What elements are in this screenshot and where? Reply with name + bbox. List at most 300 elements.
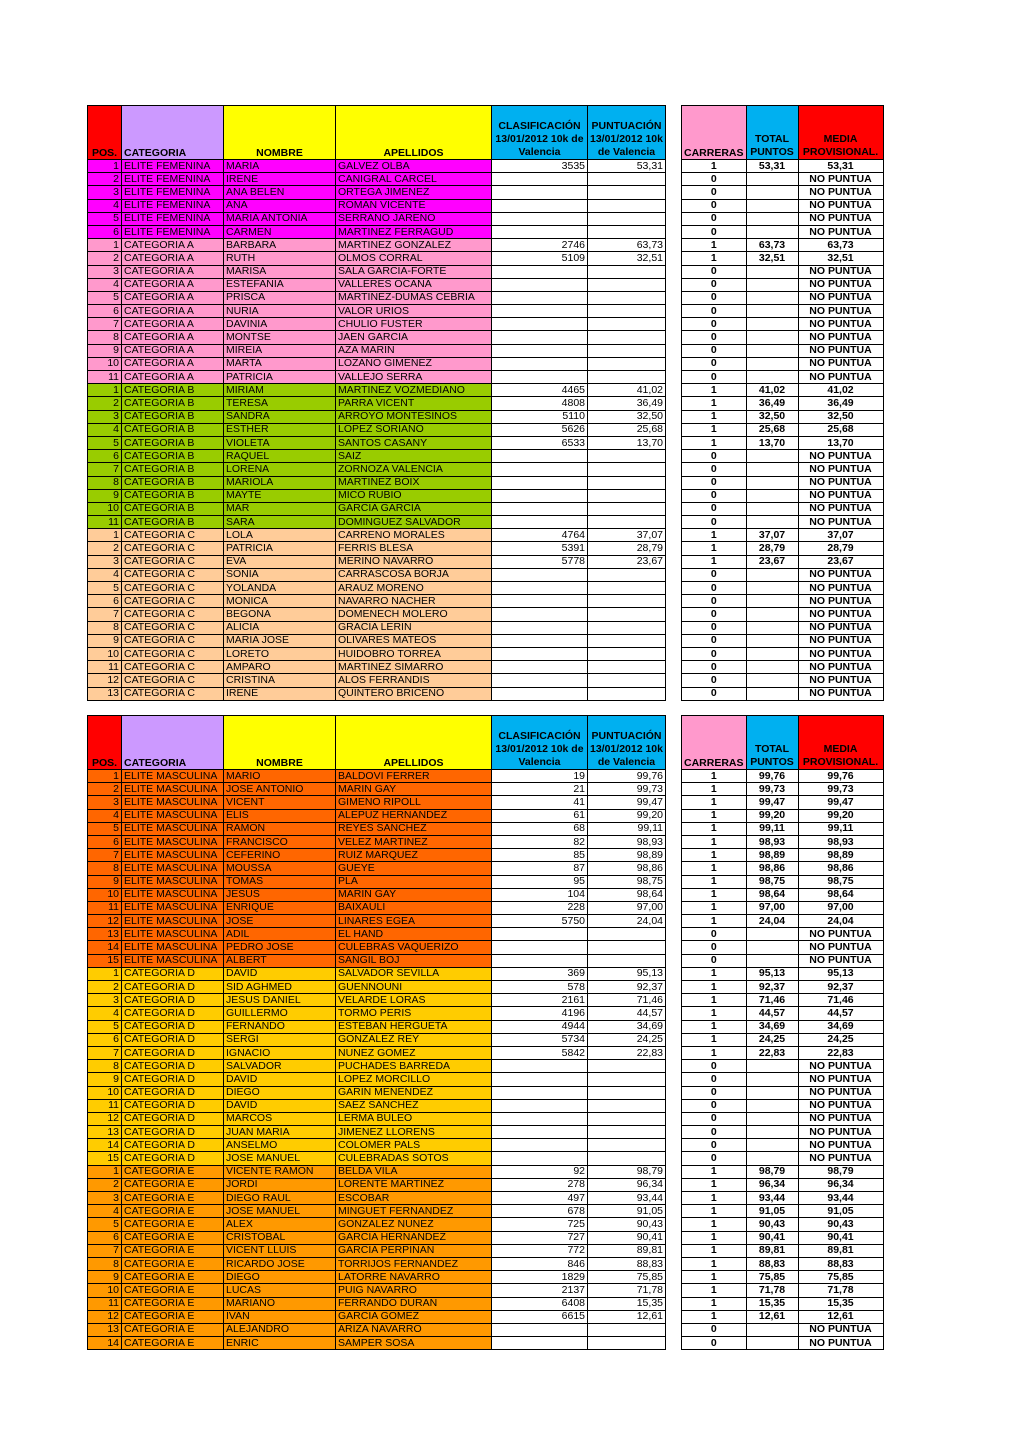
clasificacion-cell	[492, 621, 588, 634]
puntuacion-cell: 13,70	[588, 436, 666, 449]
apellidos-cell: OLIVARES MATEOS	[336, 634, 492, 647]
clasificacion-cell: 4764	[492, 529, 588, 542]
clasificacion-cell: 228	[492, 901, 588, 914]
categoria-cell: CATEGORIA A	[122, 318, 224, 331]
puntuacion-cell	[588, 357, 666, 370]
categoria-cell: CATEGORIA B	[122, 423, 224, 436]
spacer-cell	[666, 661, 682, 674]
nombre-cell: YOLANDA	[224, 582, 336, 595]
pos-cell: 2	[88, 397, 122, 410]
total-cell: 98,93	[746, 835, 798, 848]
pos-cell: 5	[88, 1218, 122, 1231]
categoria-cell: CATEGORIA A	[122, 291, 224, 304]
table-row	[88, 875, 884, 888]
pos-cell: 10	[88, 1086, 122, 1099]
categoria-cell: ELITE MASCULINA	[122, 835, 224, 848]
pos-cell: 6	[88, 1231, 122, 1244]
clasificacion-cell	[492, 199, 588, 212]
media-cell: NO PUNTUA	[798, 608, 883, 621]
carreras-cell: 1	[682, 915, 747, 928]
puntuacion-cell	[588, 225, 666, 238]
categoria-cell: ELITE MASCULINA	[122, 822, 224, 835]
clasificacion-cell: 4944	[492, 1020, 588, 1033]
table-row	[88, 291, 884, 304]
total-cell: 99,73	[746, 783, 798, 796]
categoria-cell: ELITE MASCULINA	[122, 915, 224, 928]
categoria-cell: CATEGORIA D	[122, 1073, 224, 1086]
nombre-cell: MAYTE	[224, 489, 336, 502]
nombre-cell: DAVID	[224, 967, 336, 980]
clasificacion-cell: 2746	[492, 239, 588, 252]
nombre-cell: JOSE	[224, 915, 336, 928]
spacer-cell	[666, 384, 682, 397]
nombre-cell: PRISCA	[224, 291, 336, 304]
table-row	[88, 849, 884, 862]
puntuacion-cell	[588, 516, 666, 529]
spacer-cell	[666, 822, 682, 835]
puntuacion-cell: 12,61	[588, 1310, 666, 1323]
total-cell: 23,67	[746, 555, 798, 568]
table-row	[88, 862, 884, 875]
total-cell: 95,13	[746, 967, 798, 980]
spacer-cell	[666, 1310, 682, 1323]
apellidos-cell: NAVARRO NACHER	[336, 595, 492, 608]
header-spacer	[666, 106, 682, 160]
pos-cell: 10	[88, 647, 122, 660]
media-cell: NO PUNTUA	[798, 928, 883, 941]
puntuacion-cell	[588, 634, 666, 647]
categoria-cell: CATEGORIA D	[122, 1060, 224, 1073]
total-cell	[746, 595, 798, 608]
nombre-cell: EVA	[224, 555, 336, 568]
carreras-cell: 0	[682, 595, 747, 608]
categoria-cell: ELITE MASCULINA	[122, 783, 224, 796]
clasificacion-cell: 2161	[492, 994, 588, 1007]
carreras-cell: 1	[682, 1007, 747, 1020]
pos-cell: 9	[88, 344, 122, 357]
media-cell: 44,57	[798, 1007, 883, 1020]
apellidos-cell: MICO RUBIO	[336, 489, 492, 502]
categoria-cell: ELITE MASCULINA	[122, 809, 224, 822]
header-apellidos: APELLIDOS	[336, 106, 492, 160]
pos-cell: 7	[88, 608, 122, 621]
nombre-cell: VICENTE RAMON	[224, 1165, 336, 1178]
puntuacion-cell: 75,85	[588, 1271, 666, 1284]
nombre-cell: ANSELMO	[224, 1139, 336, 1152]
spacer-cell	[666, 941, 682, 954]
total-cell	[746, 318, 798, 331]
nombre-cell: LUCAS	[224, 1284, 336, 1297]
apellidos-cell: GIMENO RIPOLL	[336, 796, 492, 809]
spacer-cell	[666, 542, 682, 555]
apellidos-cell: CULEBRAS VAQUERIZO	[336, 941, 492, 954]
apellidos-cell: VELEZ MARTINEZ	[336, 835, 492, 848]
total-cell	[746, 463, 798, 476]
carreras-cell: 1	[682, 1165, 747, 1178]
categoria-cell: CATEGORIA D	[122, 994, 224, 1007]
puntuacion-cell	[588, 687, 666, 700]
apellidos-cell: SALVADOR SEVILLA	[336, 967, 492, 980]
nombre-cell: FERNANDO	[224, 1020, 336, 1033]
apellidos-cell: AZA MARIN	[336, 344, 492, 357]
clasificacion-cell: 82	[492, 835, 588, 848]
spacer-cell	[666, 344, 682, 357]
apellidos-cell: BAIXAULI	[336, 901, 492, 914]
pos-cell: 10	[88, 1284, 122, 1297]
spacer-cell	[666, 928, 682, 941]
spacer-cell	[666, 1244, 682, 1257]
total-cell: 32,50	[746, 410, 798, 423]
carreras-cell: 0	[682, 344, 747, 357]
table-row	[88, 822, 884, 835]
nombre-cell: IRENE	[224, 173, 336, 186]
table-row	[88, 331, 884, 344]
total-cell: 98,75	[746, 875, 798, 888]
spacer-cell	[666, 634, 682, 647]
puntuacion-cell	[588, 278, 666, 291]
media-cell: NO PUNTUA	[798, 291, 883, 304]
apellidos-cell: CARRENO MORALES	[336, 529, 492, 542]
carreras-cell: 0	[682, 225, 747, 238]
table-row	[88, 252, 884, 265]
puntuacion-cell	[588, 212, 666, 225]
puntuacion-cell	[588, 1112, 666, 1125]
apellidos-cell: MARTINEZ VOZMEDIANO	[336, 384, 492, 397]
total-cell	[746, 357, 798, 370]
spacer-cell	[666, 1086, 682, 1099]
apellidos-cell: MARTINEZ-DUMAS CEBRIA	[336, 291, 492, 304]
clasificacion-cell	[492, 582, 588, 595]
media-cell: 22,83	[798, 1046, 883, 1059]
pos-cell: 10	[88, 502, 122, 515]
media-cell: NO PUNTUA	[798, 1099, 883, 1112]
spacer-cell	[666, 770, 682, 783]
apellidos-cell: VALLEJO SERRA	[336, 371, 492, 384]
apellidos-cell: ESCOBAR	[336, 1192, 492, 1205]
nombre-cell: DAVID	[224, 1073, 336, 1086]
media-cell: NO PUNTUA	[798, 1152, 883, 1165]
puntuacion-cell: 53,31	[588, 160, 666, 173]
puntuacion-cell	[588, 450, 666, 463]
clasificacion-cell	[492, 371, 588, 384]
apellidos-cell: GARCIA PERPINAN	[336, 1244, 492, 1257]
spacer-cell	[666, 1284, 682, 1297]
nombre-cell: MIREIA	[224, 344, 336, 357]
spacer-cell	[666, 1060, 682, 1073]
pos-cell: 8	[88, 621, 122, 634]
clasificacion-cell	[492, 1073, 588, 1086]
apellidos-cell: ALOS FERRANDIS	[336, 674, 492, 687]
nombre-cell: DIEGO	[224, 1086, 336, 1099]
pos-cell: 11	[88, 371, 122, 384]
clasificacion-cell	[492, 357, 588, 370]
apellidos-cell: MARTINEZ SIMARRO	[336, 661, 492, 674]
carreras-cell: 0	[682, 305, 747, 318]
total-cell	[746, 331, 798, 344]
puntuacion-cell	[588, 1086, 666, 1099]
pos-cell: 13	[88, 1323, 122, 1336]
table-row	[88, 647, 884, 660]
carreras-cell: 1	[682, 796, 747, 809]
apellidos-cell: LOPEZ SORIANO	[336, 423, 492, 436]
categoria-cell: CATEGORIA A	[122, 371, 224, 384]
spacer-cell	[666, 1178, 682, 1191]
puntuacion-cell: 99,11	[588, 822, 666, 835]
puntuacion-cell: 92,37	[588, 981, 666, 994]
clasificacion-cell	[492, 331, 588, 344]
clasificacion-cell	[492, 489, 588, 502]
apellidos-cell: ARROYO MONTESINOS	[336, 410, 492, 423]
nombre-cell: MONTSE	[224, 331, 336, 344]
categoria-cell: CATEGORIA C	[122, 595, 224, 608]
nombre-cell: ALEJANDRO	[224, 1323, 336, 1336]
pos-cell: 3	[88, 994, 122, 1007]
apellidos-cell: DOMINGUEZ SALVADOR	[336, 516, 492, 529]
clasificacion-cell	[492, 634, 588, 647]
clasificacion-cell: 3535	[492, 160, 588, 173]
nombre-cell: MARIA ANTONIA	[224, 212, 336, 225]
total-cell: 13,70	[746, 436, 798, 449]
spacer-cell	[666, 212, 682, 225]
clasificacion-cell	[492, 278, 588, 291]
apellidos-cell: CHULIO FUSTER	[336, 318, 492, 331]
carreras-cell: 0	[682, 1139, 747, 1152]
pos-cell: 12	[88, 674, 122, 687]
total-cell: 34,69	[746, 1020, 798, 1033]
categoria-cell: ELITE FEMENINA	[122, 173, 224, 186]
pos-cell: 6	[88, 595, 122, 608]
table-row	[88, 1323, 884, 1336]
categoria-cell: ELITE FEMENINA	[122, 186, 224, 199]
spacer-cell	[666, 1020, 682, 1033]
categoria-cell: CATEGORIA A	[122, 239, 224, 252]
apellidos-cell: GONZALEZ REY	[336, 1033, 492, 1046]
apellidos-cell: GALVEZ OLBA	[336, 160, 492, 173]
clasificacion-cell: 369	[492, 967, 588, 980]
spacer-cell	[666, 265, 682, 278]
table-row	[88, 555, 884, 568]
clasificacion-cell: 21	[492, 783, 588, 796]
categoria-cell: CATEGORIA E	[122, 1271, 224, 1284]
pos-cell: 8	[88, 331, 122, 344]
categoria-cell: ELITE MASCULINA	[122, 796, 224, 809]
nombre-cell: JOSE MANUEL	[224, 1152, 336, 1165]
clasificacion-cell	[492, 1099, 588, 1112]
categoria-cell: CATEGORIA C	[122, 608, 224, 621]
clasificacion-cell	[492, 265, 588, 278]
total-cell	[746, 634, 798, 647]
header-puntuacion: PUNTUACIÓN 13/01/2012 10k de Valencia	[588, 106, 666, 160]
puntuacion-cell	[588, 1337, 666, 1350]
total-cell: 98,64	[746, 888, 798, 901]
carreras-cell: 0	[682, 568, 747, 581]
nombre-cell: ENRIC	[224, 1337, 336, 1350]
puntuacion-cell: 32,50	[588, 410, 666, 423]
header-clasificacion: CLASIFICACIÓN 13/01/2012 10k de Valencia	[492, 106, 588, 160]
apellidos-cell: PUCHADES BARREDA	[336, 1060, 492, 1073]
media-cell: 15,35	[798, 1297, 883, 1310]
total-cell: 96,34	[746, 1178, 798, 1191]
clasificacion-cell: 5750	[492, 915, 588, 928]
puntuacion-cell: 99,73	[588, 783, 666, 796]
puntuacion-cell	[588, 954, 666, 967]
puntuacion-cell: 99,47	[588, 796, 666, 809]
table-row	[88, 278, 884, 291]
pos-cell: 15	[88, 1152, 122, 1165]
pos-cell: 4	[88, 568, 122, 581]
media-cell: NO PUNTUA	[798, 357, 883, 370]
spacer-cell	[666, 1099, 682, 1112]
total-cell	[746, 1112, 798, 1125]
table-row	[88, 1033, 884, 1046]
total-cell	[746, 687, 798, 700]
carreras-cell: 0	[682, 265, 747, 278]
puntuacion-cell	[588, 568, 666, 581]
clasificacion-cell: 497	[492, 1192, 588, 1205]
carreras-cell: 0	[682, 331, 747, 344]
carreras-cell: 0	[682, 941, 747, 954]
categoria-cell: CATEGORIA A	[122, 278, 224, 291]
table-row	[88, 1046, 884, 1059]
nombre-cell: SONIA	[224, 568, 336, 581]
table-row	[88, 305, 884, 318]
apellidos-cell: LERMA BULEO	[336, 1112, 492, 1125]
table-row	[88, 1060, 884, 1073]
apellidos-cell: MARTINEZ FERRAGUD	[336, 225, 492, 238]
spacer-cell	[666, 186, 682, 199]
puntuacion-cell	[588, 928, 666, 941]
media-cell: NO PUNTUA	[798, 568, 883, 581]
media-cell: NO PUNTUA	[798, 476, 883, 489]
media-cell: NO PUNTUA	[798, 502, 883, 515]
table-row	[88, 1112, 884, 1125]
apellidos-cell: JIMENEZ LLORENS	[336, 1126, 492, 1139]
table-row	[88, 397, 884, 410]
pos-cell: 12	[88, 1310, 122, 1323]
categoria-cell: CATEGORIA B	[122, 410, 224, 423]
carreras-cell: 1	[682, 1297, 747, 1310]
table-row	[88, 212, 884, 225]
media-cell: 71,78	[798, 1284, 883, 1297]
categoria-cell: CATEGORIA C	[122, 687, 224, 700]
spacer-cell	[666, 1337, 682, 1350]
spacer-cell	[666, 423, 682, 436]
categoria-cell: CATEGORIA D	[122, 981, 224, 994]
categoria-cell: ELITE FEMENINA	[122, 160, 224, 173]
clasificacion-cell: 4465	[492, 384, 588, 397]
puntuacion-cell	[588, 595, 666, 608]
media-cell: NO PUNTUA	[798, 199, 883, 212]
puntuacion-cell: 23,67	[588, 555, 666, 568]
table-row	[88, 1231, 884, 1244]
media-cell: NO PUNTUA	[798, 1086, 883, 1099]
pos-cell: 6	[88, 225, 122, 238]
table-row	[88, 1218, 884, 1231]
total-cell: 44,57	[746, 1007, 798, 1020]
categoria-cell: ELITE FEMENINA	[122, 225, 224, 238]
table-row	[88, 489, 884, 502]
categoria-cell: CATEGORIA A	[122, 357, 224, 370]
carreras-cell: 1	[682, 809, 747, 822]
clasificacion-cell	[492, 1126, 588, 1139]
categoria-cell: CATEGORIA B	[122, 463, 224, 476]
media-cell: 24,25	[798, 1033, 883, 1046]
clasificacion-cell	[492, 647, 588, 660]
nombre-cell: ANA	[224, 199, 336, 212]
nombre-cell: RICARDO JOSE	[224, 1257, 336, 1270]
total-cell: 41,02	[746, 384, 798, 397]
categoria-cell: ELITE MASCULINA	[122, 941, 224, 954]
apellidos-cell: DOMENECH MOLERO	[336, 608, 492, 621]
pos-cell: 7	[88, 849, 122, 862]
nombre-cell: SANDRA	[224, 410, 336, 423]
pos-cell: 5	[88, 1020, 122, 1033]
nombre-cell: RAQUEL	[224, 450, 336, 463]
nombre-cell: ESTHER	[224, 423, 336, 436]
pos-cell: 8	[88, 862, 122, 875]
pos-cell: 3	[88, 555, 122, 568]
media-cell: NO PUNTUA	[798, 1126, 883, 1139]
total-cell	[746, 582, 798, 595]
clasificacion-cell: 578	[492, 981, 588, 994]
media-cell: NO PUNTUA	[798, 516, 883, 529]
carreras-cell: 1	[682, 862, 747, 875]
media-cell: 24,04	[798, 915, 883, 928]
header-carreras: CARRERAS	[682, 106, 747, 160]
header-categoria: CATEGORIA	[122, 716, 224, 770]
puntuacion-cell: 90,41	[588, 1231, 666, 1244]
categoria-cell: CATEGORIA B	[122, 476, 224, 489]
clasificacion-cell	[492, 450, 588, 463]
carreras-cell: 1	[682, 901, 747, 914]
table-row	[88, 502, 884, 515]
nombre-cell: MARTA	[224, 357, 336, 370]
spacer-cell	[666, 239, 682, 252]
apellidos-cell: GARIN MENENDEZ	[336, 1086, 492, 1099]
media-cell: 98,93	[798, 835, 883, 848]
spacer-cell	[666, 252, 682, 265]
media-cell: NO PUNTUA	[798, 1073, 883, 1086]
media-cell: 93,44	[798, 1192, 883, 1205]
pos-cell: 7	[88, 463, 122, 476]
media-cell: 25,68	[798, 423, 883, 436]
table-row	[88, 634, 884, 647]
carreras-cell: 1	[682, 542, 747, 555]
media-cell: NO PUNTUA	[798, 954, 883, 967]
media-cell: NO PUNTUA	[798, 1060, 883, 1073]
clasificacion-cell: 104	[492, 888, 588, 901]
puntuacion-cell: 32,51	[588, 252, 666, 265]
nombre-cell: IRENE	[224, 687, 336, 700]
carreras-cell: 0	[682, 608, 747, 621]
puntuacion-cell: 96,34	[588, 1178, 666, 1191]
puntuacion-cell	[588, 291, 666, 304]
table-row	[88, 410, 884, 423]
categoria-cell: ELITE MASCULINA	[122, 770, 224, 783]
table-row	[88, 783, 884, 796]
pos-cell: 6	[88, 450, 122, 463]
pos-cell: 4	[88, 278, 122, 291]
categoria-cell: ELITE MASCULINA	[122, 901, 224, 914]
nombre-cell: PEDRO JOSE	[224, 941, 336, 954]
puntuacion-cell	[588, 1139, 666, 1152]
media-cell: 13,70	[798, 436, 883, 449]
puntuacion-cell	[588, 1073, 666, 1086]
pos-cell: 6	[88, 305, 122, 318]
total-cell	[746, 212, 798, 225]
apellidos-cell: SAIZ	[336, 450, 492, 463]
spacer-cell	[666, 160, 682, 173]
